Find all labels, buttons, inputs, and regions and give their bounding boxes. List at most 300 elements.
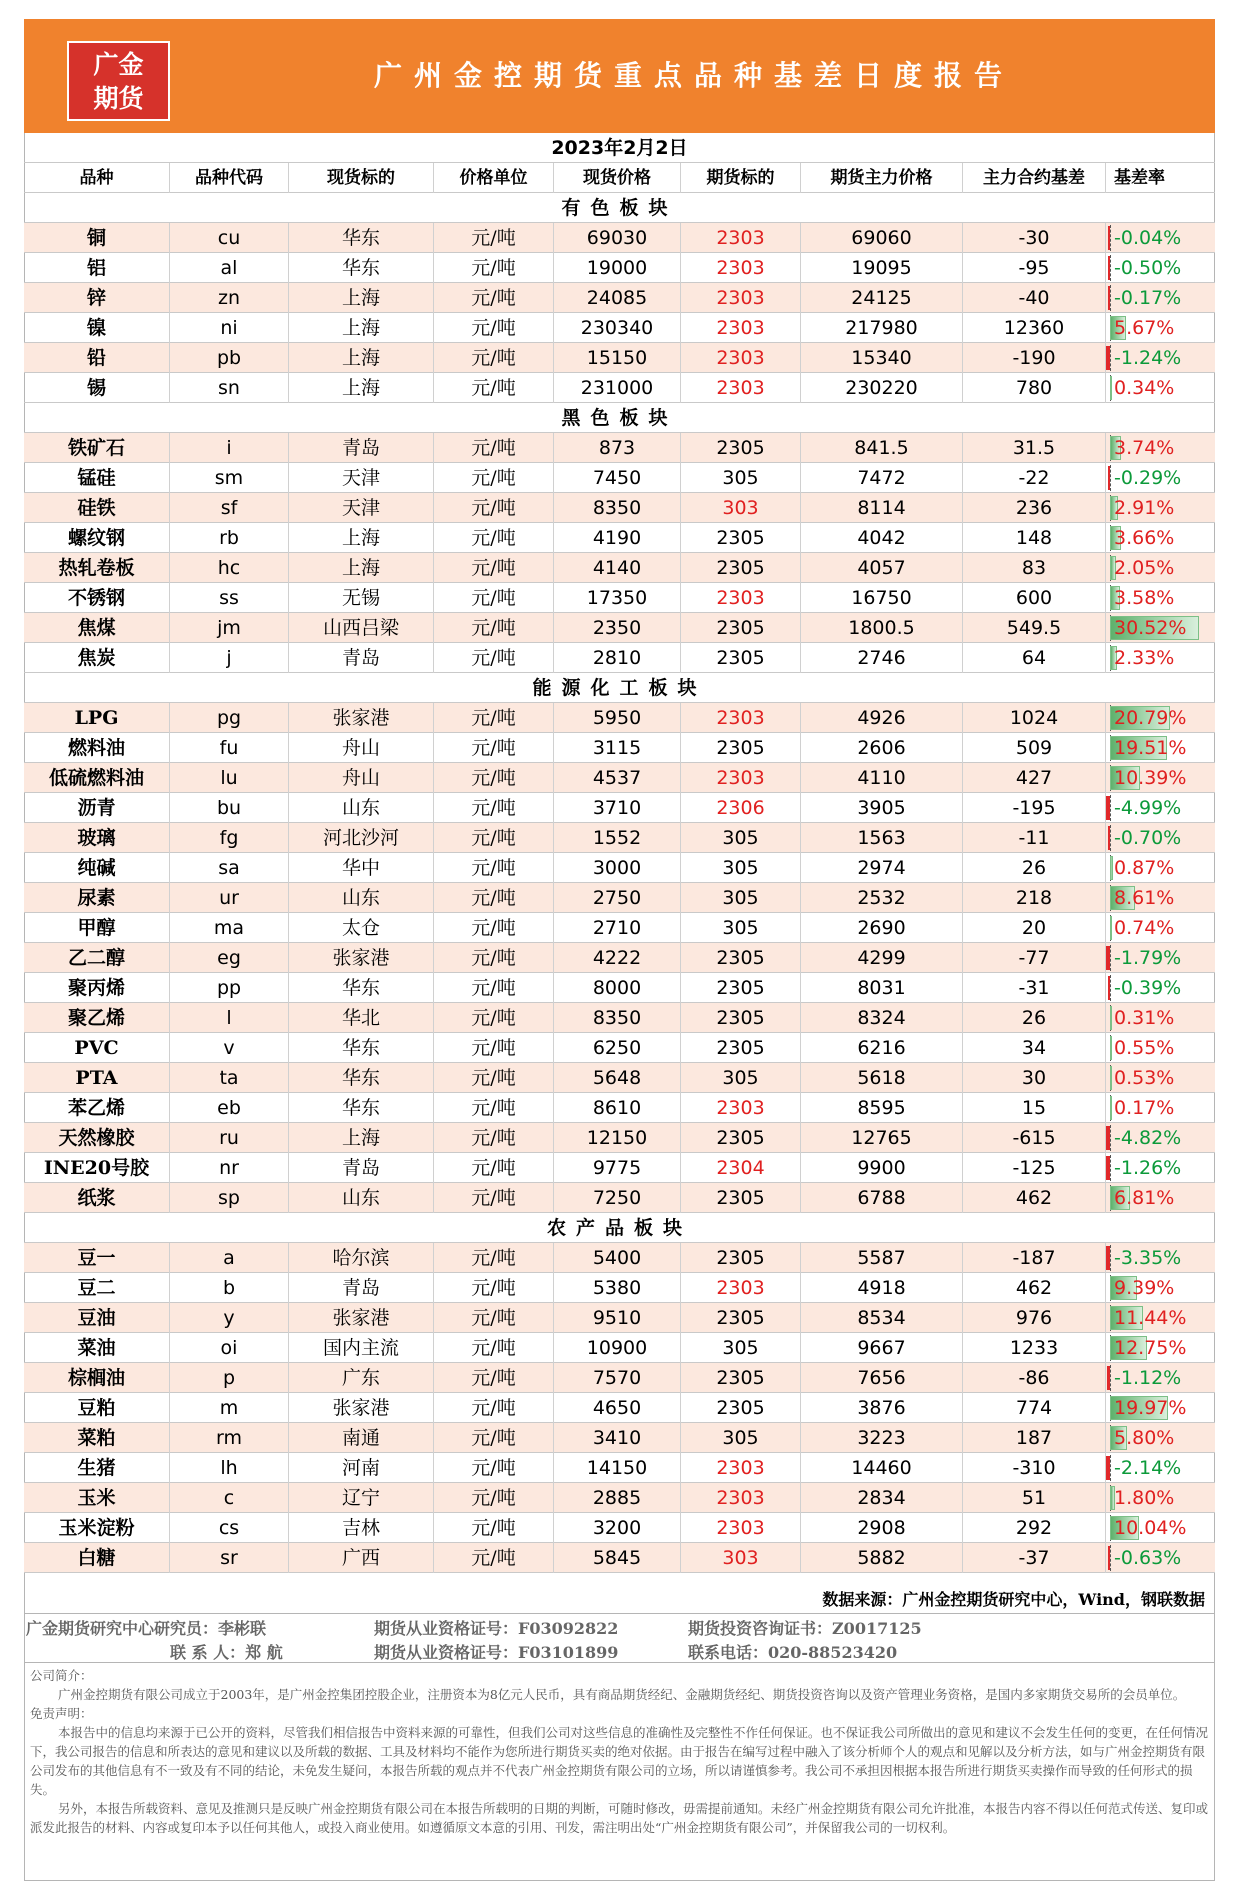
- cell-contract: 305: [681, 853, 801, 883]
- cell-basis: 1233: [963, 1333, 1106, 1363]
- cell-basis: 83: [963, 553, 1106, 583]
- rate-bar-axis: [1110, 795, 1111, 821]
- cell-code: pg: [170, 703, 289, 733]
- cell-fut-price: 8031: [801, 973, 963, 1003]
- cell-name: 白糖: [24, 1543, 170, 1573]
- cell-basis: -40: [963, 283, 1106, 313]
- table-row: [24, 793, 1215, 823]
- cell-fut-price: 841.5: [801, 433, 963, 463]
- cell-name: 热轧卷板: [24, 553, 170, 583]
- rate-bar-axis: [1110, 225, 1111, 251]
- cell-unit: 元/吨: [434, 523, 554, 553]
- cell-rate: [1106, 1393, 1215, 1423]
- cell-rate: [1106, 643, 1215, 673]
- cell-fut-price: 8114: [801, 493, 963, 523]
- cell-code: ur: [170, 883, 289, 913]
- rate-bar-axis: [1110, 1245, 1111, 1271]
- cell-contract: 2303: [681, 1483, 801, 1513]
- column-header: 品种: [24, 163, 170, 193]
- researcher-cert: 期货从业资格证号：F03092822: [374, 1619, 619, 1638]
- rate-text: -0.63%: [1114, 1547, 1182, 1569]
- cell-fut-price: 8534: [801, 1303, 963, 1333]
- cell-unit: 元/吨: [434, 343, 554, 373]
- cell-code: sr: [170, 1543, 289, 1573]
- cell-rate: [1106, 1543, 1215, 1573]
- cell-code: sn: [170, 373, 289, 403]
- cell-spot-price: 5400: [554, 1243, 681, 1273]
- rate-bar: [1110, 1006, 1112, 1030]
- rate-text: 0.17%: [1114, 1097, 1175, 1119]
- cell-basis: 292: [963, 1513, 1106, 1543]
- cell-contract: 305: [681, 1423, 801, 1453]
- cell-name: INE20号胶: [24, 1153, 170, 1183]
- cell-name: 玉米淀粉: [24, 1513, 170, 1543]
- cell-unit: 元/吨: [434, 793, 554, 823]
- cell-spot: 上海: [289, 523, 434, 553]
- cell-unit: 元/吨: [434, 1033, 554, 1063]
- cell-spot-price: 7450: [554, 463, 681, 493]
- cell-contract: 2303: [681, 343, 801, 373]
- cell-basis: -95: [963, 253, 1106, 283]
- cell-rate: [1106, 583, 1215, 613]
- cell-name: 焦煤: [24, 613, 170, 643]
- cell-spot: 哈尔滨: [289, 1243, 434, 1273]
- cell-code: c: [170, 1483, 289, 1513]
- cell-code: zn: [170, 283, 289, 313]
- cell-spot: 天津: [289, 493, 434, 523]
- cell-spot: 山西吕梁: [289, 613, 434, 643]
- cell-basis: 976: [963, 1303, 1106, 1333]
- cell-spot-price: 8350: [554, 493, 681, 523]
- cell-fut-price: 5618: [801, 1063, 963, 1093]
- contact-cert: 期货从业资格证号：F03101899: [374, 1643, 619, 1662]
- cell-spot: 舟山: [289, 763, 434, 793]
- cell-rate: [1106, 943, 1215, 973]
- cell-spot-price: 2885: [554, 1483, 681, 1513]
- cell-basis: -37: [963, 1543, 1106, 1573]
- cell-rate: [1106, 733, 1215, 763]
- section-header: 黑色板块: [24, 403, 1215, 433]
- cell-contract: 305: [681, 913, 801, 943]
- table-row: [24, 1273, 1215, 1303]
- cell-rate: [1106, 1183, 1215, 1213]
- rate-text: 30.52%: [1114, 617, 1187, 639]
- cell-unit: 元/吨: [434, 913, 554, 943]
- cell-rate: [1106, 793, 1215, 823]
- cell-name: 天然橡胶: [24, 1123, 170, 1153]
- cell-spot: 国内主流: [289, 1333, 434, 1363]
- rate-text: -2.14%: [1114, 1457, 1182, 1479]
- column-header: 现货价格: [554, 163, 681, 193]
- rate-text: -4.99%: [1114, 797, 1182, 819]
- report-header: [24, 19, 1215, 133]
- cell-unit: 元/吨: [434, 1063, 554, 1093]
- table-row: [24, 283, 1215, 313]
- cell-rate: [1106, 1303, 1215, 1333]
- cell-rate: [1106, 913, 1215, 943]
- cell-contract: 2303: [681, 583, 801, 613]
- cell-spot-price: 7570: [554, 1363, 681, 1393]
- logo-line2: 期货: [93, 84, 144, 113]
- rate-text: 0.74%: [1114, 917, 1175, 939]
- cell-contract: 2305: [681, 973, 801, 1003]
- cell-fut-price: 3223: [801, 1423, 963, 1453]
- cell-spot-price: 3710: [554, 793, 681, 823]
- cell-unit: 元/吨: [434, 583, 554, 613]
- cell-name: 锌: [24, 283, 170, 313]
- rate-bar: [1108, 826, 1110, 850]
- cell-basis: 462: [963, 1183, 1106, 1213]
- cell-spot-price: 4222: [554, 943, 681, 973]
- rate-text: 11.44%: [1114, 1307, 1187, 1329]
- cell-basis: 31.5: [963, 433, 1106, 463]
- cell-code: fg: [170, 823, 289, 853]
- cell-name: 聚乙烯: [24, 1003, 170, 1033]
- cell-basis: 64: [963, 643, 1106, 673]
- cell-basis: -30: [963, 223, 1106, 253]
- column-header: 现货标的: [289, 163, 434, 193]
- table-row: [24, 433, 1215, 463]
- cell-name: 铝: [24, 253, 170, 283]
- table-row: [24, 643, 1215, 673]
- cell-basis: 1024: [963, 703, 1106, 733]
- table-row: [24, 253, 1215, 283]
- cell-contract: 305: [681, 463, 801, 493]
- cell-rate: [1106, 1153, 1215, 1183]
- cell-name: 不锈钢: [24, 583, 170, 613]
- cell-fut-price: 8595: [801, 1093, 963, 1123]
- cell-contract: 2303: [681, 283, 801, 313]
- cell-basis: 600: [963, 583, 1106, 613]
- cell-code: j: [170, 643, 289, 673]
- cell-spot-price: 12150: [554, 1123, 681, 1153]
- cell-spot-price: 8350: [554, 1003, 681, 1033]
- cell-unit: 元/吨: [434, 1003, 554, 1033]
- cell-fut-price: 2834: [801, 1483, 963, 1513]
- cell-spot-price: 17350: [554, 583, 681, 613]
- cell-basis: 51: [963, 1483, 1106, 1513]
- column-header-row: [24, 163, 1215, 193]
- cell-contract: 2305: [681, 1123, 801, 1153]
- disclaimer-p2: 另外，本报告所载资料、意见及推测只是反映广州金控期货有限公司在本报告所载明的日期的判断，可随时修改，毋需提前通知。未经广州金控期货有限公司允许批准，本报告内容不得以任何范式传送、复印或派发此报告的材料、内容或复印本予以任何其他人，或投入商业使用。如遵循原文本意的引用、刊发，需注明出处“广州金控期货有限公司”，并保留我公司的一切权利。: [30, 1801, 1209, 1835]
- cell-basis: -11: [963, 823, 1106, 853]
- cell-code: ni: [170, 313, 289, 343]
- cell-fut-price: 4042: [801, 523, 963, 553]
- cell-fut-price: 1563: [801, 823, 963, 853]
- cell-spot: 太仓: [289, 913, 434, 943]
- cell-code: rb: [170, 523, 289, 553]
- cell-fut-price: 2746: [801, 643, 963, 673]
- cell-code: b: [170, 1273, 289, 1303]
- table-row: [24, 1243, 1215, 1273]
- cell-spot: 广西: [289, 1543, 434, 1573]
- rate-bar: [1106, 1246, 1110, 1270]
- table-row: [24, 463, 1215, 493]
- cell-fut-price: 7472: [801, 463, 963, 493]
- cell-rate: [1106, 253, 1215, 283]
- cell-name: PVC: [24, 1033, 170, 1063]
- cell-spot: 青岛: [289, 1153, 434, 1183]
- cell-fut-price: 69060: [801, 223, 963, 253]
- table-row: [24, 943, 1215, 973]
- rate-text: 0.55%: [1114, 1037, 1175, 1059]
- cell-contract: 2305: [681, 1363, 801, 1393]
- section-header: 能源化工板块: [24, 673, 1215, 703]
- cell-fut-price: 7656: [801, 1363, 963, 1393]
- cell-name: 沥青: [24, 793, 170, 823]
- cell-code: a: [170, 1243, 289, 1273]
- research-info: [24, 1613, 1215, 1663]
- cell-spot: 华东: [289, 1093, 434, 1123]
- cell-contract: 305: [681, 1333, 801, 1363]
- cell-spot: 华东: [289, 223, 434, 253]
- rate-bar: [1110, 856, 1113, 880]
- cell-spot: 张家港: [289, 1393, 434, 1423]
- column-header: 基差率: [1114, 168, 1165, 188]
- cell-basis: 34: [963, 1033, 1106, 1063]
- table-row: [24, 1333, 1215, 1363]
- rate-bar-axis: [1110, 1125, 1111, 1151]
- table-row: [24, 733, 1215, 763]
- cell-unit: 元/吨: [434, 1483, 554, 1513]
- cell-rate: [1106, 703, 1215, 733]
- cell-spot-price: 14150: [554, 1453, 681, 1483]
- cell-name: LPG: [24, 703, 170, 733]
- rate-bar-axis: [1110, 1455, 1111, 1481]
- cell-spot-price: 3410: [554, 1423, 681, 1453]
- cell-code: oi: [170, 1333, 289, 1363]
- table-row: [24, 1363, 1215, 1393]
- cell-spot: 上海: [289, 373, 434, 403]
- table-row: [24, 553, 1215, 583]
- rate-bar: [1106, 796, 1110, 820]
- table-row: [24, 703, 1215, 733]
- cell-spot: 天津: [289, 463, 434, 493]
- rate-text: -0.50%: [1114, 257, 1182, 279]
- disclaimer-title: 免责声明：: [30, 1706, 93, 1721]
- cell-code: ta: [170, 1063, 289, 1093]
- cell-fut-price: 4918: [801, 1273, 963, 1303]
- cell-spot-price: 9510: [554, 1303, 681, 1333]
- intro-title: 公司简介：: [30, 1668, 93, 1683]
- rate-bar: [1108, 286, 1110, 310]
- cell-fut-price: 3876: [801, 1393, 963, 1423]
- cell-code: al: [170, 253, 289, 283]
- data-source: 数据来源：广州金控期货研究中心，Wind，钢联数据: [822, 1590, 1205, 1609]
- table-row: [24, 1393, 1215, 1423]
- cell-spot-price: 2810: [554, 643, 681, 673]
- cell-spot-price: 5380: [554, 1273, 681, 1303]
- rate-text: -0.04%: [1114, 227, 1182, 249]
- cell-rate: [1106, 1123, 1215, 1153]
- cell-spot-price: 1552: [554, 823, 681, 853]
- cell-basis: -190: [963, 343, 1106, 373]
- rate-text: -0.39%: [1114, 977, 1182, 999]
- cell-fut-price: 9900: [801, 1153, 963, 1183]
- cell-code: cs: [170, 1513, 289, 1543]
- rate-bar-axis: [1110, 825, 1111, 851]
- cell-contract: 2303: [681, 1513, 801, 1543]
- cell-rate: [1106, 763, 1215, 793]
- cell-spot-price: 7250: [554, 1183, 681, 1213]
- rate-bar-axis: [1110, 1365, 1111, 1391]
- cell-spot: 山东: [289, 1183, 434, 1213]
- disclaimer-p1: 本报告中的信息均来源于已公开的资料，尽管我们相信报告中资料来源的可靠性，但我们公司对这些信息的准确性及完整性不作任何保证。也不保证我公司所做出的意见和建议不会发生任何的变更，在任何情况下，我公司报告的信息和所表达的意见和建议以及所载的数据、工具及材料均不能作为您所进行期货买卖的绝对依据。由于报告在编写过程中融入了该分析师个人的观点和见解以及分析方法，如与广州金控期货有限公司发布的其他信息有不一致及有不同的结论，未免发生疑问，本报告所载的观点并不代表广州金控期货有限公司的立场，所以请谨慎参考。我公司不承担因根据本报告所进行期货买卖操作而导致的任何形式的损失。: [30, 1725, 1209, 1797]
- cell-name: 焦炭: [24, 643, 170, 673]
- cell-unit: 元/吨: [434, 373, 554, 403]
- cell-basis: 780: [963, 373, 1106, 403]
- cell-spot-price: 5648: [554, 1063, 681, 1093]
- cell-contract: 2303: [681, 373, 801, 403]
- rate-bar-axis: [1110, 975, 1111, 1001]
- rate-bar: [1108, 976, 1110, 1000]
- rate-bar: [1110, 1096, 1112, 1120]
- cell-name: 豆粕: [24, 1393, 170, 1423]
- cell-code: eb: [170, 1093, 289, 1123]
- cell-rate: [1106, 493, 1215, 523]
- cell-contract: 2303: [681, 1273, 801, 1303]
- table-row: [24, 313, 1215, 343]
- table-row: [24, 1453, 1215, 1483]
- section-header: 农产品板块: [24, 1213, 1215, 1243]
- cell-code: sf: [170, 493, 289, 523]
- report-date: 2023年2月2日: [24, 133, 1215, 163]
- cell-name: 纯碱: [24, 853, 170, 883]
- table-row: [24, 913, 1215, 943]
- cell-name: 纸浆: [24, 1183, 170, 1213]
- cell-spot-price: 8610: [554, 1093, 681, 1123]
- cell-contract: 2303: [681, 1453, 801, 1483]
- rate-text: 0.53%: [1114, 1067, 1175, 1089]
- cell-basis: 15: [963, 1093, 1106, 1123]
- column-header: 品种代码: [170, 163, 289, 193]
- cell-rate: [1106, 343, 1215, 373]
- cell-spot: 张家港: [289, 703, 434, 733]
- cell-contract: 2305: [681, 523, 801, 553]
- cell-spot: 广东: [289, 1363, 434, 1393]
- cell-fut-price: 4057: [801, 553, 963, 583]
- cell-fut-price: 6788: [801, 1183, 963, 1213]
- cell-spot-price: 2350: [554, 613, 681, 643]
- cell-rate: [1106, 853, 1215, 883]
- cell-rate: [1106, 1003, 1215, 1033]
- column-header: 期货标的: [681, 163, 801, 193]
- cell-unit: 元/吨: [434, 643, 554, 673]
- cell-code: hc: [170, 553, 289, 583]
- cell-fut-price: 5882: [801, 1543, 963, 1573]
- cell-name: 豆二: [24, 1273, 170, 1303]
- rate-bar: [1108, 256, 1110, 280]
- cell-spot: 华东: [289, 1063, 434, 1093]
- cell-spot-price: 3000: [554, 853, 681, 883]
- cell-name: 铜: [24, 223, 170, 253]
- table-row: [24, 1543, 1215, 1573]
- rate-text: 0.87%: [1114, 857, 1175, 879]
- cell-fut-price: 16750: [801, 583, 963, 613]
- cell-name: 锰硅: [24, 463, 170, 493]
- intro-text: 广州金控期货有限公司成立于2003年，是广州金控集团控股企业，注册资本为8亿元人民币，具有商品期货经纪、金融期货经纪、期货投资咨询以及资产管理业务资格，是国内多家期货交易所的会员单位。: [58, 1687, 1186, 1702]
- cell-contract: 2305: [681, 1303, 801, 1333]
- cell-contract: 2303: [681, 223, 801, 253]
- cell-spot-price: 3115: [554, 733, 681, 763]
- cell-spot-price: 231000: [554, 373, 681, 403]
- cell-code: m: [170, 1393, 289, 1423]
- rate-text: -0.17%: [1114, 287, 1182, 309]
- cell-code: rm: [170, 1423, 289, 1453]
- cell-unit: 元/吨: [434, 1273, 554, 1303]
- cell-unit: 元/吨: [434, 853, 554, 883]
- cell-rate: [1106, 1243, 1215, 1273]
- cell-code: ru: [170, 1123, 289, 1153]
- rate-bar-axis: [1110, 465, 1111, 491]
- cell-unit: 元/吨: [434, 1513, 554, 1543]
- cell-spot: 辽宁: [289, 1483, 434, 1513]
- cell-name: 豆一: [24, 1243, 170, 1273]
- cell-code: nr: [170, 1153, 289, 1183]
- table-row: [24, 883, 1215, 913]
- cell-fut-price: 19095: [801, 253, 963, 283]
- cell-spot-price: 19000: [554, 253, 681, 283]
- cell-code: lu: [170, 763, 289, 793]
- cell-unit: 元/吨: [434, 223, 554, 253]
- cell-basis: 462: [963, 1273, 1106, 1303]
- rate-bar-axis: [1110, 1545, 1111, 1571]
- table-row: [24, 1483, 1215, 1513]
- basis-table: [24, 133, 1215, 1573]
- cell-rate: [1106, 883, 1215, 913]
- table-row: [24, 343, 1215, 373]
- table-row: [24, 613, 1215, 643]
- rate-bar-axis: [1110, 285, 1111, 311]
- cell-unit: 元/吨: [434, 1153, 554, 1183]
- cell-unit: 元/吨: [434, 1303, 554, 1333]
- cell-spot-price: 4140: [554, 553, 681, 583]
- rate-bar: [1106, 1126, 1110, 1150]
- cell-fut-price: 14460: [801, 1453, 963, 1483]
- cell-basis: -310: [963, 1453, 1106, 1483]
- cell-spot-price: 5845: [554, 1543, 681, 1573]
- cell-contract: 2305: [681, 553, 801, 583]
- cell-spot: 上海: [289, 1123, 434, 1153]
- cell-spot-price: 9775: [554, 1153, 681, 1183]
- cell-contract: 2305: [681, 613, 801, 643]
- rate-bar-axis: [1110, 255, 1111, 281]
- cell-unit: 元/吨: [434, 1243, 554, 1273]
- rate-text: 0.34%: [1114, 377, 1175, 399]
- cell-contract: 2305: [681, 1243, 801, 1273]
- cell-fut-price: 4926: [801, 703, 963, 733]
- rate-bar: [1108, 226, 1110, 250]
- cell-fut-price: 2532: [801, 883, 963, 913]
- table-row: [24, 583, 1215, 613]
- cell-unit: 元/吨: [434, 1333, 554, 1363]
- consult-cert: 期货投资咨询证书：Z0017125: [688, 1619, 922, 1638]
- cell-fut-price: 4110: [801, 763, 963, 793]
- cell-unit: 元/吨: [434, 823, 554, 853]
- cell-basis: 509: [963, 733, 1106, 763]
- cell-spot-price: 3200: [554, 1513, 681, 1543]
- cell-unit: 元/吨: [434, 313, 554, 343]
- rate-text: 2.33%: [1114, 647, 1175, 669]
- cell-spot: 舟山: [289, 733, 434, 763]
- cell-basis: 148: [963, 523, 1106, 553]
- cell-spot: 山东: [289, 883, 434, 913]
- cell-contract: 2305: [681, 943, 801, 973]
- cell-unit: 元/吨: [434, 1093, 554, 1123]
- cell-rate: [1106, 823, 1215, 853]
- cell-name: 铅: [24, 343, 170, 373]
- cell-name: 尿素: [24, 883, 170, 913]
